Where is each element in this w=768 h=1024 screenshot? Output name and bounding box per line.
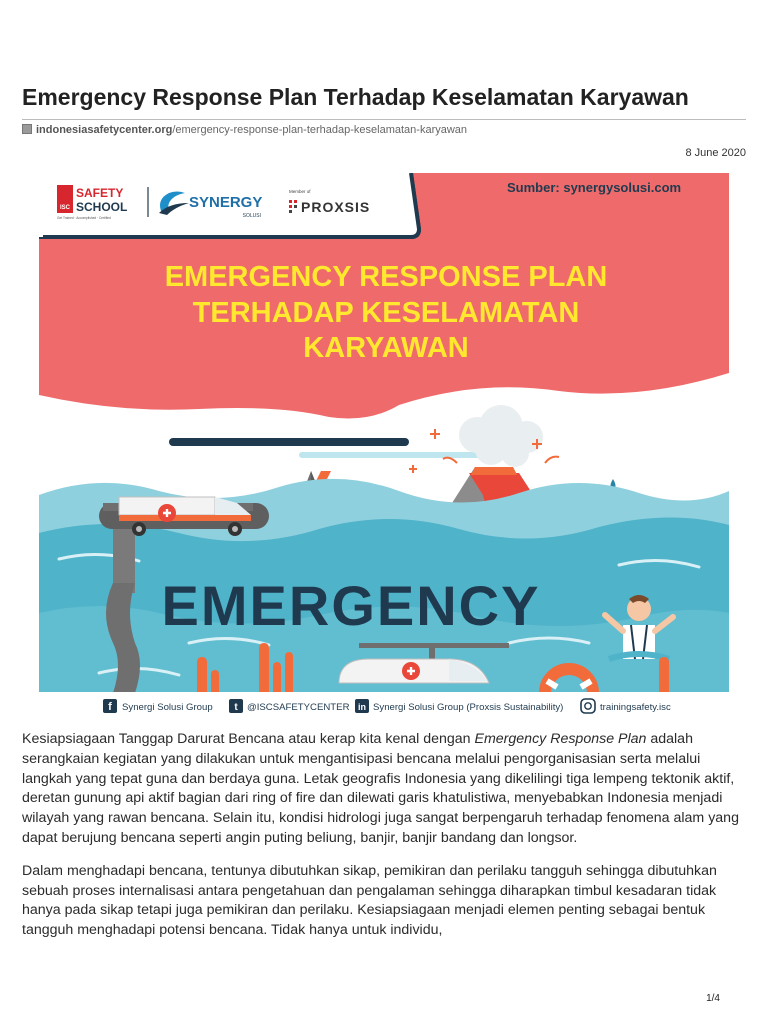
sky-line — [169, 438, 409, 446]
source-path: /emergency-response-plan-terhadap-keselamatan-karyawan — [172, 124, 468, 136]
school-tagline: Get Trained · Accomplished · Certified — [57, 216, 111, 220]
paragraph-2: Dalam menghadapi bencana, tentunya dibutuhkan sikap, pemikiran dan perilaku tangguh sehingga dibutuhkan sebuah proses internalisasi antara pengetahuan dan pengalaman sehingga diharapkan timbul kesadaran tidak hanya pada sikap tetapi juga pemikiran dan perilaku. Kesiapsiagaan menjadi elemen penting sebagai bentuk tangguh menghadapi potensi bencana. Tidak hanya untuk individu, — [22, 862, 717, 939]
proxsis-prefix: Member of — [289, 189, 311, 194]
article-date: 8 June 2020 — [685, 147, 746, 159]
paragraph-1-rest: adalah serangkaian kegiatan yang dilakukan untuk mengantisipasi bencana melalui pengorganisasian serta melalui langkah yang tepat guna dan berdaya guna. Letak geografis Indonesia yang dikelilingi tiga lempeng tektonik aktif, deretan gunung api aktif bagian dari ring of fire dan dilewati garis khatulistiwa, menyebabkan Indonesia menjadi wilayah yang rawan bencana. Selain itu, kondisi hidrologi juga sangat berpengaruh terhadap fenomena alam yang dapat berujung bencana seperti angin puting beliung, banjir, banjir bandang dan longsor. — [22, 731, 739, 846]
social-twitter: @ISCSAFETYCENTER — [247, 702, 350, 713]
svg-text:in: in — [358, 702, 366, 712]
page-number: 1/4 — [706, 993, 720, 1004]
paragraph-1-start: Kesiapsiagaan Tanggap Darurat Bencana atau kerap kita kenal dengan — [22, 731, 475, 747]
banner-source-label: Sumber: synergysolusi.com — [507, 180, 682, 195]
synergy-sub: SOLUSI — [242, 213, 261, 219]
social-instagram: trainingsafety.isc — [600, 702, 671, 713]
social-linkedin: Synergi Solusi Group (Proxsis Sustainability) — [373, 702, 564, 713]
synergy-name: SYNERGY — [189, 194, 263, 211]
school-text: SCHOOL — [76, 200, 128, 214]
banner-title-line-1: EMERGENCY RESPONSE PLAN — [164, 261, 608, 293]
source-line — [22, 124, 746, 136]
paragraph-1-emphasis: Emergency Response Plan — [474, 731, 647, 747]
banner-title-line-2: TERHADAP KESELAMATAN — [192, 297, 580, 329]
isc-mark: ISC — [59, 205, 71, 211]
source-domain: indonesiasafetycenter.org — [36, 124, 173, 136]
article-title: Emergency Response Plan Terhadap Keselamatan Karyawan — [22, 84, 746, 120]
proxsis-name: PROXSIS — [301, 199, 371, 215]
safety-text: SAFETY — [76, 186, 124, 200]
infographic-banner — [39, 173, 729, 720]
svg-text:t: t — [234, 702, 238, 713]
source-link[interactable] — [36, 124, 467, 136]
banner-svg — [39, 173, 729, 720]
banner-keyword: EMERGENCY — [161, 574, 541, 637]
svg-text:f: f — [108, 701, 112, 713]
social-facebook: Synergi Solusi Group — [122, 702, 213, 713]
site-favicon-icon — [22, 124, 32, 134]
paragraph-1 — [22, 730, 746, 849]
article-body — [22, 730, 746, 954]
banner-title-line-3: KARYAWAN — [303, 332, 469, 364]
